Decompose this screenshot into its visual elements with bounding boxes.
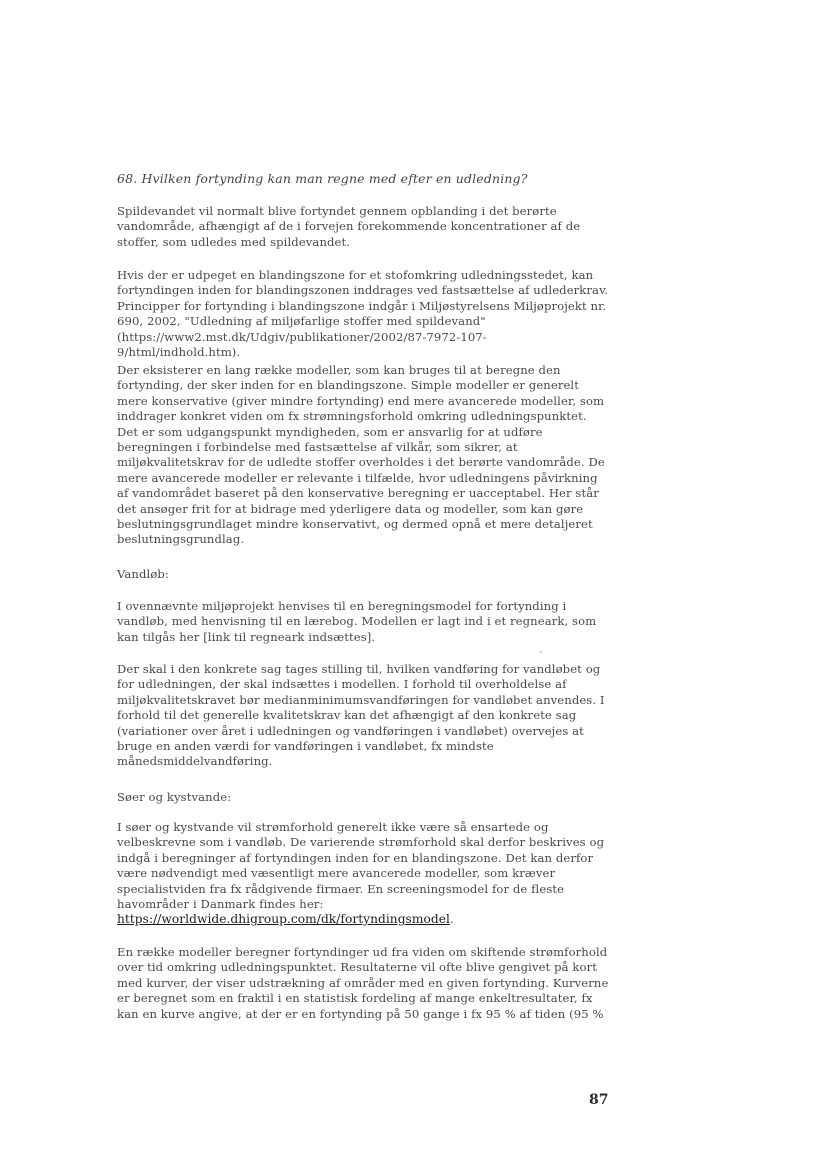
paragraph-text: Hvis der er udpeget en blandingszone for et stofomkring udledningsstedet, kan fortyndingen inden for blandingszonen inddrages ved fastsættelse af udlederkrav. Principper for fortynding i blandingszone indgår i Miljøstyrelsens Miljøprojekt nr. 690, 2002, "Udledning af miljøfarlige stoffer med spildevand" (https://www2.mst.dk/Udgiv/publikationer/2002/87-7972-107-9/html/indhold.htm). — [117, 268, 609, 360]
scan-speck — [540, 651, 542, 653]
paragraph-text: Der eksisterer en lang række modeller, som kan bruges til at beregne den fortynding, der sker inden for en blandingszone. Simple modeller er generelt mere konservative (giver mindre fortynding) end mere avancerede modeller, som inddrager konkret viden om fx strømningsforhold omkring udledningspunktet. Det er som udgangspunkt myndigheden, som er ansvarlig for at udføre beregningen i forbindelse med fastsættelse af vilkår, som sikrer, at miljøkvalitetskrav for de udledte stoffer overholdes i det berørte vandområde. De mere avancerede modeller er relevante i tilfælde, hvor udledningens påvirkning af vandområdet baseret på den konservative beregning er uacceptabel. Her står det ansøger frit for at bidrage med yderligere data og modeller, som kan gøre beslutningsgrundlaget mindre konservativt, og dermed opnå et mere detaljeret beslutningsgrundlag. — [117, 363, 605, 547]
paragraph-body: I søer og kystvande vil strømforhold generelt ikke være så ensartede og velbeskrevne som i vandløb. De varierende strømforhold skal derfor beskrives og indgå i beregninger af fortyndingen inden for en blandingszone. Det kan derfor være nødvendigt med væsentligt mere avancerede modeller, som kræver specialistviden fra fx rådgivende firmaer. En screeningsmodel for de fleste havområder i Danmark findes her: — [117, 820, 605, 912]
subheading-text: Søer og kystvande: — [117, 790, 232, 804]
paragraph-text — [117, 820, 609, 928]
dhi-model-link[interactable]: https://worldwide.dhigroup.com/dk/fortyndingsmodel — [117, 912, 450, 927]
paragraph-soer-kystvande — [117, 820, 609, 928]
section-heading: 68. Hvilken fortynding kan man regne med efter en udledning? — [117, 171, 528, 186]
paragraph-text: Der skal i den konkrete sag tages stilling til, hvilken vandføring for vandløbet og for udledningen, der skal indsættes i modellen. I forhold til overholdelse af miljøkvalitetskravet bør medianminimumsvandføringen for vandløbet anvendes. I forhold til det generelle kvalitetskrav kan det afhængigt af den konkrete sag (variationer over året i udledningen og vandføringen i vandløbet) overvejes at bruge en anden værdi for vandføringen i vandløbet, fx mindste månedsmiddelvandføring. — [117, 662, 605, 769]
paragraph-vandlob-model — [117, 599, 609, 645]
paragraph-text: I ovennævnte miljøprojekt henvises til en beregningsmodel for fortynding i vandløb, med henvisning til en lærebog. Modellen er lagt ind i et regneark, som kan tilgås her [link til regneark indsættes]. — [117, 599, 597, 644]
paragraph-statistical-models — [117, 945, 609, 1022]
paragraph-text: En række modeller beregner fortyndinger ud fra viden om skiftende strømforhold over tid omkring udledningspunktet. Resultaterne vil ofte blive gengivet på kort med kurver, der viser udstrækning af områder med en given fortynding. Kurverne er beregnet som en fraktil i en statistisk fordeling af mange enkeltresultater, fx kan en kurve angive, at der er en fortynding på 50 gange i fx 95 % af tiden (95 % — [117, 945, 609, 1021]
paragraph-vandforing — [117, 662, 609, 770]
page-number: 87 — [589, 1092, 609, 1108]
subheading-text: Vandløb: — [117, 567, 169, 581]
subheading-soer-kystvande — [117, 790, 609, 805]
paragraph-text: Spildevandet vil normalt blive fortyndet gennem opblanding i det berørte vandområde, afhængigt af de i forvejen forekommende koncentrationer af de stoffer, som udledes med spildevandet. — [117, 204, 581, 249]
paragraph-mixing-zone — [117, 268, 609, 360]
subheading-vandlob — [117, 567, 609, 582]
link-suffix: . — [449, 912, 454, 927]
paragraph-dilution-intro — [117, 204, 609, 250]
paragraph-models — [117, 363, 609, 548]
